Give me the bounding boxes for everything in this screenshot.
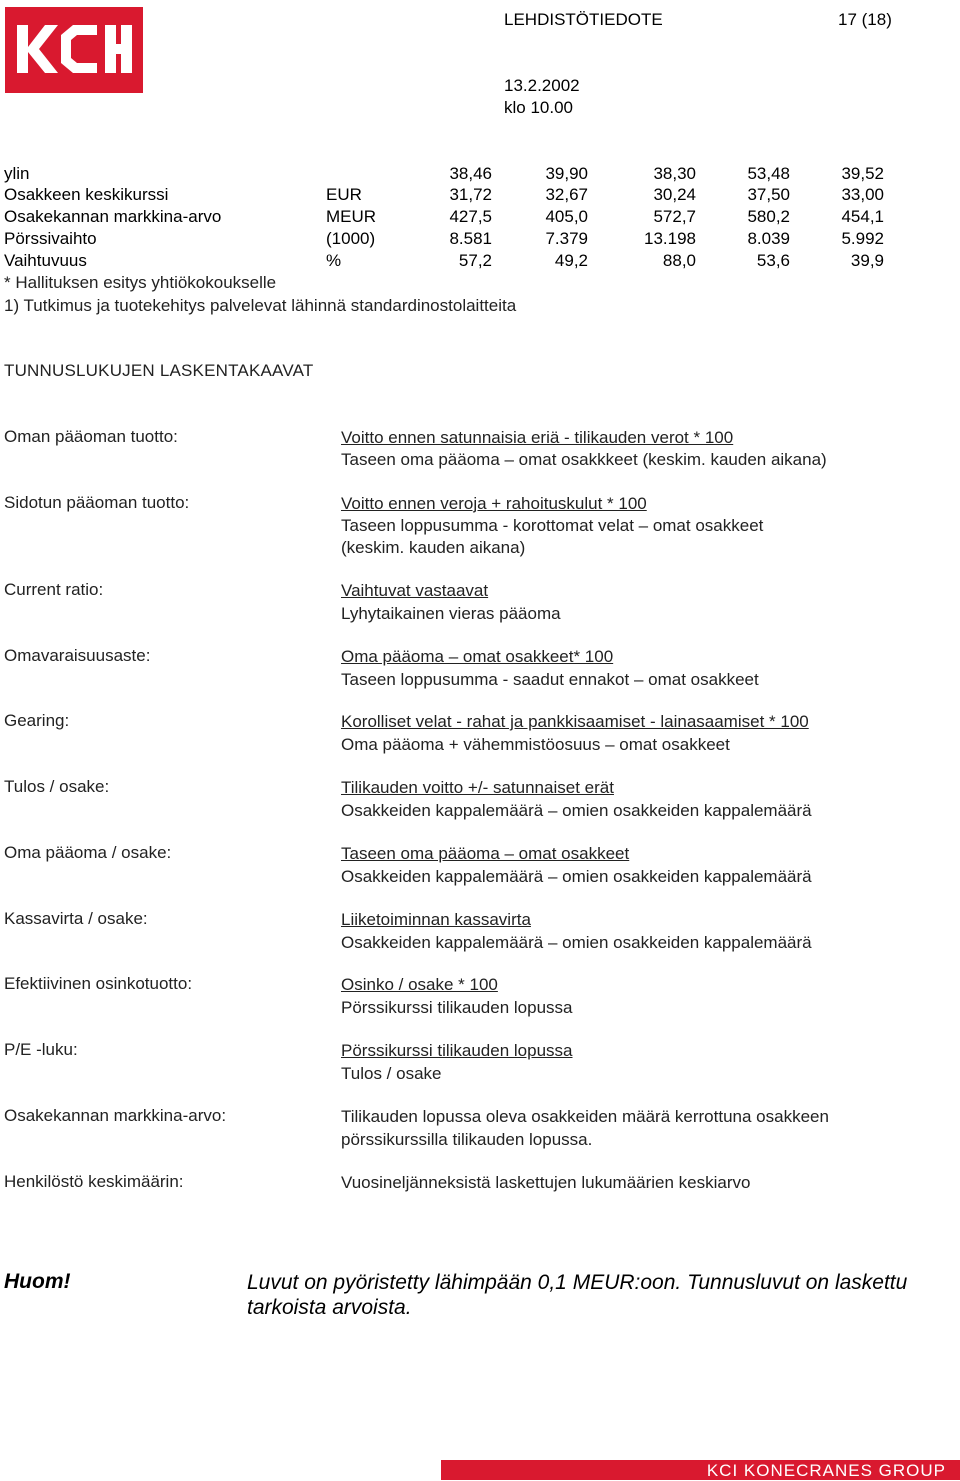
formula-description: pörssikurssilla tilikauden lopussa. bbox=[341, 1130, 593, 1149]
note-label: Huom! bbox=[4, 1270, 71, 1293]
formula-denominator: Taseen loppusumma - korottomat velat – omat osakkeet bbox=[341, 516, 764, 535]
formula-numerator: Korolliset velat - rahat ja pankkisaamiset - lainasaamiset * 100 bbox=[341, 712, 809, 731]
formula-denominator: Osakkeiden kappalemäärä – omien osakkeiden kappalemäärä bbox=[341, 933, 812, 952]
formula-numerator: Vaihtuvat vastaavat bbox=[341, 581, 489, 600]
formula-denominator: Taseen loppusumma - saadut ennakot – omat osakkeet bbox=[341, 670, 759, 689]
formula-label: Oma pääoma / osake: bbox=[4, 843, 172, 862]
table-row: Osakekannan markkina-arvo MEUR 427,5 405,0 572,7 580,2 454,1 bbox=[4, 207, 884, 226]
release-time: klo 10.00 bbox=[504, 98, 573, 117]
table-row: ylin 38,46 39,90 38,30 53,48 39,52 bbox=[4, 164, 884, 183]
formula-description: Vuosineljänneksistä laskettujen lukumäärien keskiarvo bbox=[341, 1173, 751, 1192]
table-row: Vaihtuvuus % 57,2 49,2 88,0 53,6 39,9 bbox=[4, 251, 884, 270]
formula-label: Current ratio: bbox=[4, 580, 104, 599]
footer-brand: KCI KONECRANES GROUP bbox=[706, 1461, 946, 1480]
formula-label: Oman pääoman tuotto: bbox=[4, 427, 178, 446]
formula-label: Osakekannan markkina-arvo: bbox=[4, 1106, 227, 1125]
formula-numerator: Oma pääoma – omat osakkeet* 100 bbox=[341, 647, 614, 666]
formula-denominator: Osakkeiden kappalemäärä – omien osakkeiden kappalemäärä bbox=[341, 801, 812, 820]
release-date: 13.2.2002 bbox=[504, 76, 580, 95]
formula-denominator: Oma pääoma + vähemmistöosuus – omat osakkeet bbox=[341, 735, 730, 754]
formula-denominator: Taseen oma pääoma – omat osakkkeet (keskim. kauden aikana) bbox=[341, 450, 827, 469]
formula-denominator: Tulos / osake bbox=[341, 1064, 442, 1083]
formula-denominator: Lyhytaikainen vieras pääoma bbox=[341, 604, 561, 623]
formula-label: Kassavirta / osake: bbox=[4, 909, 148, 928]
table-footnote: * Hallituksen esitys yhtiökokoukselle bbox=[4, 273, 277, 292]
formula-denominator: (keskim. kauden aikana) bbox=[341, 538, 526, 557]
footer-bar bbox=[441, 1460, 960, 1480]
section-title: TUNNUSLUKUJEN LASKENTAKAAVAT bbox=[4, 361, 314, 380]
table-footnote: 1) Tutkimus ja tuotekehitys palvelevat lähinnä standardinostolaitteita bbox=[4, 296, 517, 315]
note-text: Luvut on pyöristetty lähimpään 0,1 MEUR:oon. Tunnusluvut on laskettu tarkoista arvoista. bbox=[247, 1271, 908, 1319]
formula-denominator: Osakkeiden kappalemäärä – omien osakkeiden kappalemäärä bbox=[341, 867, 812, 886]
formula-numerator: Taseen oma pääoma – omat osakkeet bbox=[341, 844, 630, 863]
formula-label: Omavaraisuusaste: bbox=[4, 646, 151, 665]
formula-label: Tulos / osake: bbox=[4, 777, 110, 796]
kci-logo bbox=[5, 7, 143, 93]
table-row: Pörssivaihto (1000) 8.581 7.379 13.198 8.039 5.992 bbox=[4, 229, 884, 248]
formula-denominator: Pörssikurssi tilikauden lopussa bbox=[341, 998, 573, 1017]
formula-numerator: Voitto ennen satunnaisia eriä - tilikauden verot * 100 bbox=[341, 428, 734, 447]
table-row: Osakkeen keskikurssi EUR 31,72 32,67 30,24 37,50 33,00 bbox=[4, 185, 884, 204]
formula-numerator: Voitto ennen veroja + rahoituskulut * 100 bbox=[341, 494, 647, 513]
formula-label: Gearing: bbox=[4, 711, 70, 730]
document-type: LEHDISTÖTIEDOTE bbox=[504, 10, 663, 29]
formula-description: Tilikauden lopussa oleva osakkeiden määrä kerrottuna osakkeen bbox=[341, 1107, 829, 1126]
formula-label: P/E -luku: bbox=[4, 1040, 78, 1059]
formula-numerator: Liiketoiminnan kassavirta bbox=[341, 910, 531, 929]
formula-numerator: Tilikauden voitto +/- satunnaiset erät bbox=[341, 778, 614, 797]
formula-numerator: Osinko / osake * 100 bbox=[341, 975, 498, 994]
formula-label: Henkilöstö keskimäärin: bbox=[4, 1172, 184, 1191]
page-number: 17 (18) bbox=[838, 10, 892, 29]
formula-numerator: Pörssikurssi tilikauden lopussa bbox=[341, 1041, 573, 1060]
formula-label: Efektiivinen osinkotuotto: bbox=[4, 974, 193, 993]
formula-label: Sidotun pääoman tuotto: bbox=[4, 493, 190, 512]
